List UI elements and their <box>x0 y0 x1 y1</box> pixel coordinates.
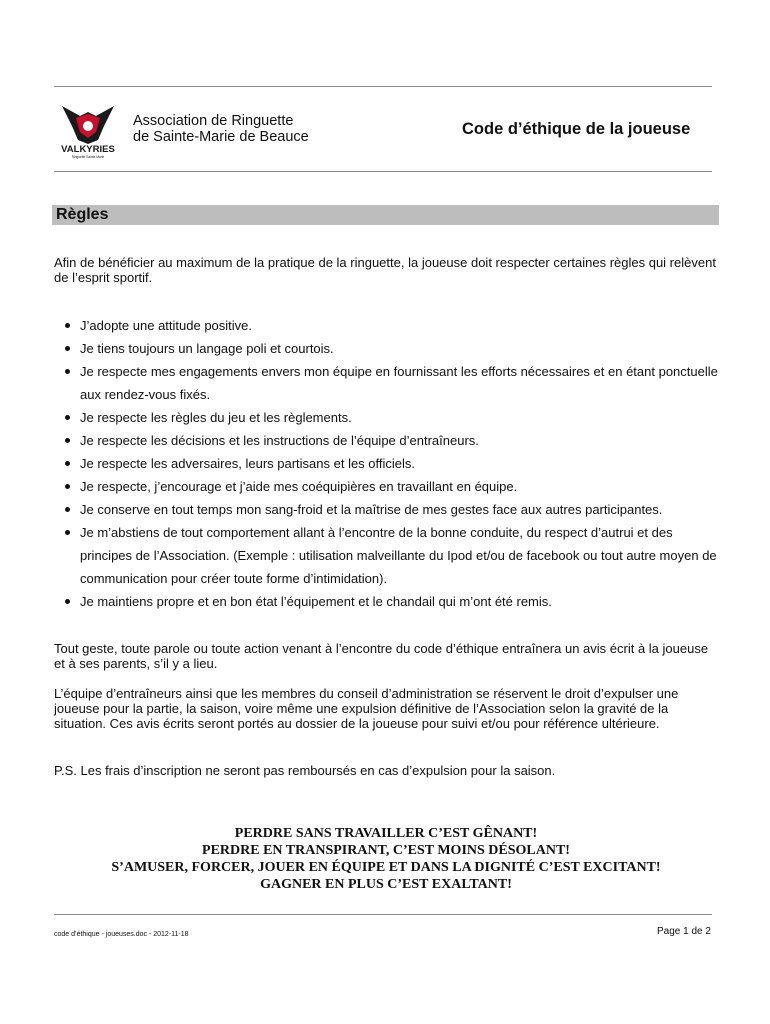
intro-paragraph: Afin de bénéficier au maximum de la pratique de la ringuette, la joueuse doit respecter certaines règles qui relèvent de l’esprit sportif. <box>54 255 716 285</box>
section-title: Règles <box>56 206 109 223</box>
logo-subtext: Ringuette Sainte-Marie <box>71 155 105 159</box>
rule-item: Je respecte les adversaires, leurs partisans et les officiels. <box>62 452 722 475</box>
motto-block <box>54 825 718 893</box>
footer-rule <box>54 914 712 915</box>
section-heading-bar <box>52 205 719 225</box>
rules-list <box>62 314 722 613</box>
association-line-1: Association de Ringuette <box>133 113 294 129</box>
footer-filename: code d’éthique - joueuses.doc - 2012-11-18 <box>54 931 189 938</box>
logo-wordmark: VALKYRIES <box>61 144 115 155</box>
rule-item: J’adopte une attitude positive. <box>62 314 722 337</box>
page-number: Page 1 de 2 <box>657 926 711 937</box>
motto-line-4: GAGNER EN PLUS C’EST EXALTANT! <box>260 877 512 892</box>
motto-line-3: S’AMUSER, FORCER, JOUER EN ÉQUIPE ET DANS LA DIGNITÉ C’EST EXCITANT! <box>111 860 661 875</box>
rule-item: Je respecte les décisions et les instructions de l’équipe d’entraîneurs. <box>62 429 722 452</box>
rule-item: Je tiens toujours un langage poli et courtois. <box>62 337 722 360</box>
rule-item: Je respecte, j’encourage et j’aide mes coéquipières en travaillant en équipe. <box>62 475 722 498</box>
motto-line-1: PERDRE SANS TRAVAILLER C’EST GÊNANT! <box>234 826 538 841</box>
valkyries-logo <box>58 100 118 160</box>
rule-item: Je respecte les règles du jeu et les règlements. <box>62 406 722 429</box>
postscript-paragraph: P.S. Les frais d’inscription ne seront pas remboursés en cas d’expulsion pour la saison. <box>54 763 556 778</box>
header-top-rule <box>54 86 712 87</box>
rule-item: Je conserve en tout temps mon sang-froid et la maîtrise de mes gestes face aux autres participantes. <box>62 498 722 521</box>
document-title: Code d’éthique de la joueuse <box>462 120 691 138</box>
association-line-2: de Sainte-Marie de Beauce <box>133 129 309 145</box>
rule-item: Je m’abstiens de tout comportement allant à l’encontre de la bonne conduite, du respect d’autrui et des principes de l’Association. (Exemple : utilisation malveillante du Ipod et/ou de facebook ou tout autre moyen de communication pour créer toute forme d’intimidation). <box>62 521 722 590</box>
expulsion-paragraph: L’équipe d’entraîneurs ainsi que les membres du conseil d’administration se réservent le droit d’expulser une joueuse pour la partie, la saison, voire même une expulsion définitive de l’Association selon la gravité de la situation. Ces avis écrits seront portés au dossier de la joueuse pour suivi et/ou pour référence ultérieure. <box>54 686 679 731</box>
rule-item: Je respecte mes engagements envers mon équipe en fournissant les efforts nécessaires et en étant ponctuelle aux rendez-vous fixés. <box>62 360 722 406</box>
header-bottom-rule <box>54 171 712 172</box>
consequence-paragraph: Tout geste, toute parole ou toute action venant à l’encontre du code d’éthique entraînera un avis écrit à la joueuse et à ses parents, s’il y a lieu. <box>54 641 709 671</box>
rule-item: Je maintiens propre et en bon état l’équipement et le chandail qui m’ont été remis. <box>62 590 722 613</box>
motto-line-2: PERDRE EN TRANSPIRANT, C’EST MOINS DÉSOLANT! <box>202 843 570 858</box>
association-name <box>133 113 309 145</box>
